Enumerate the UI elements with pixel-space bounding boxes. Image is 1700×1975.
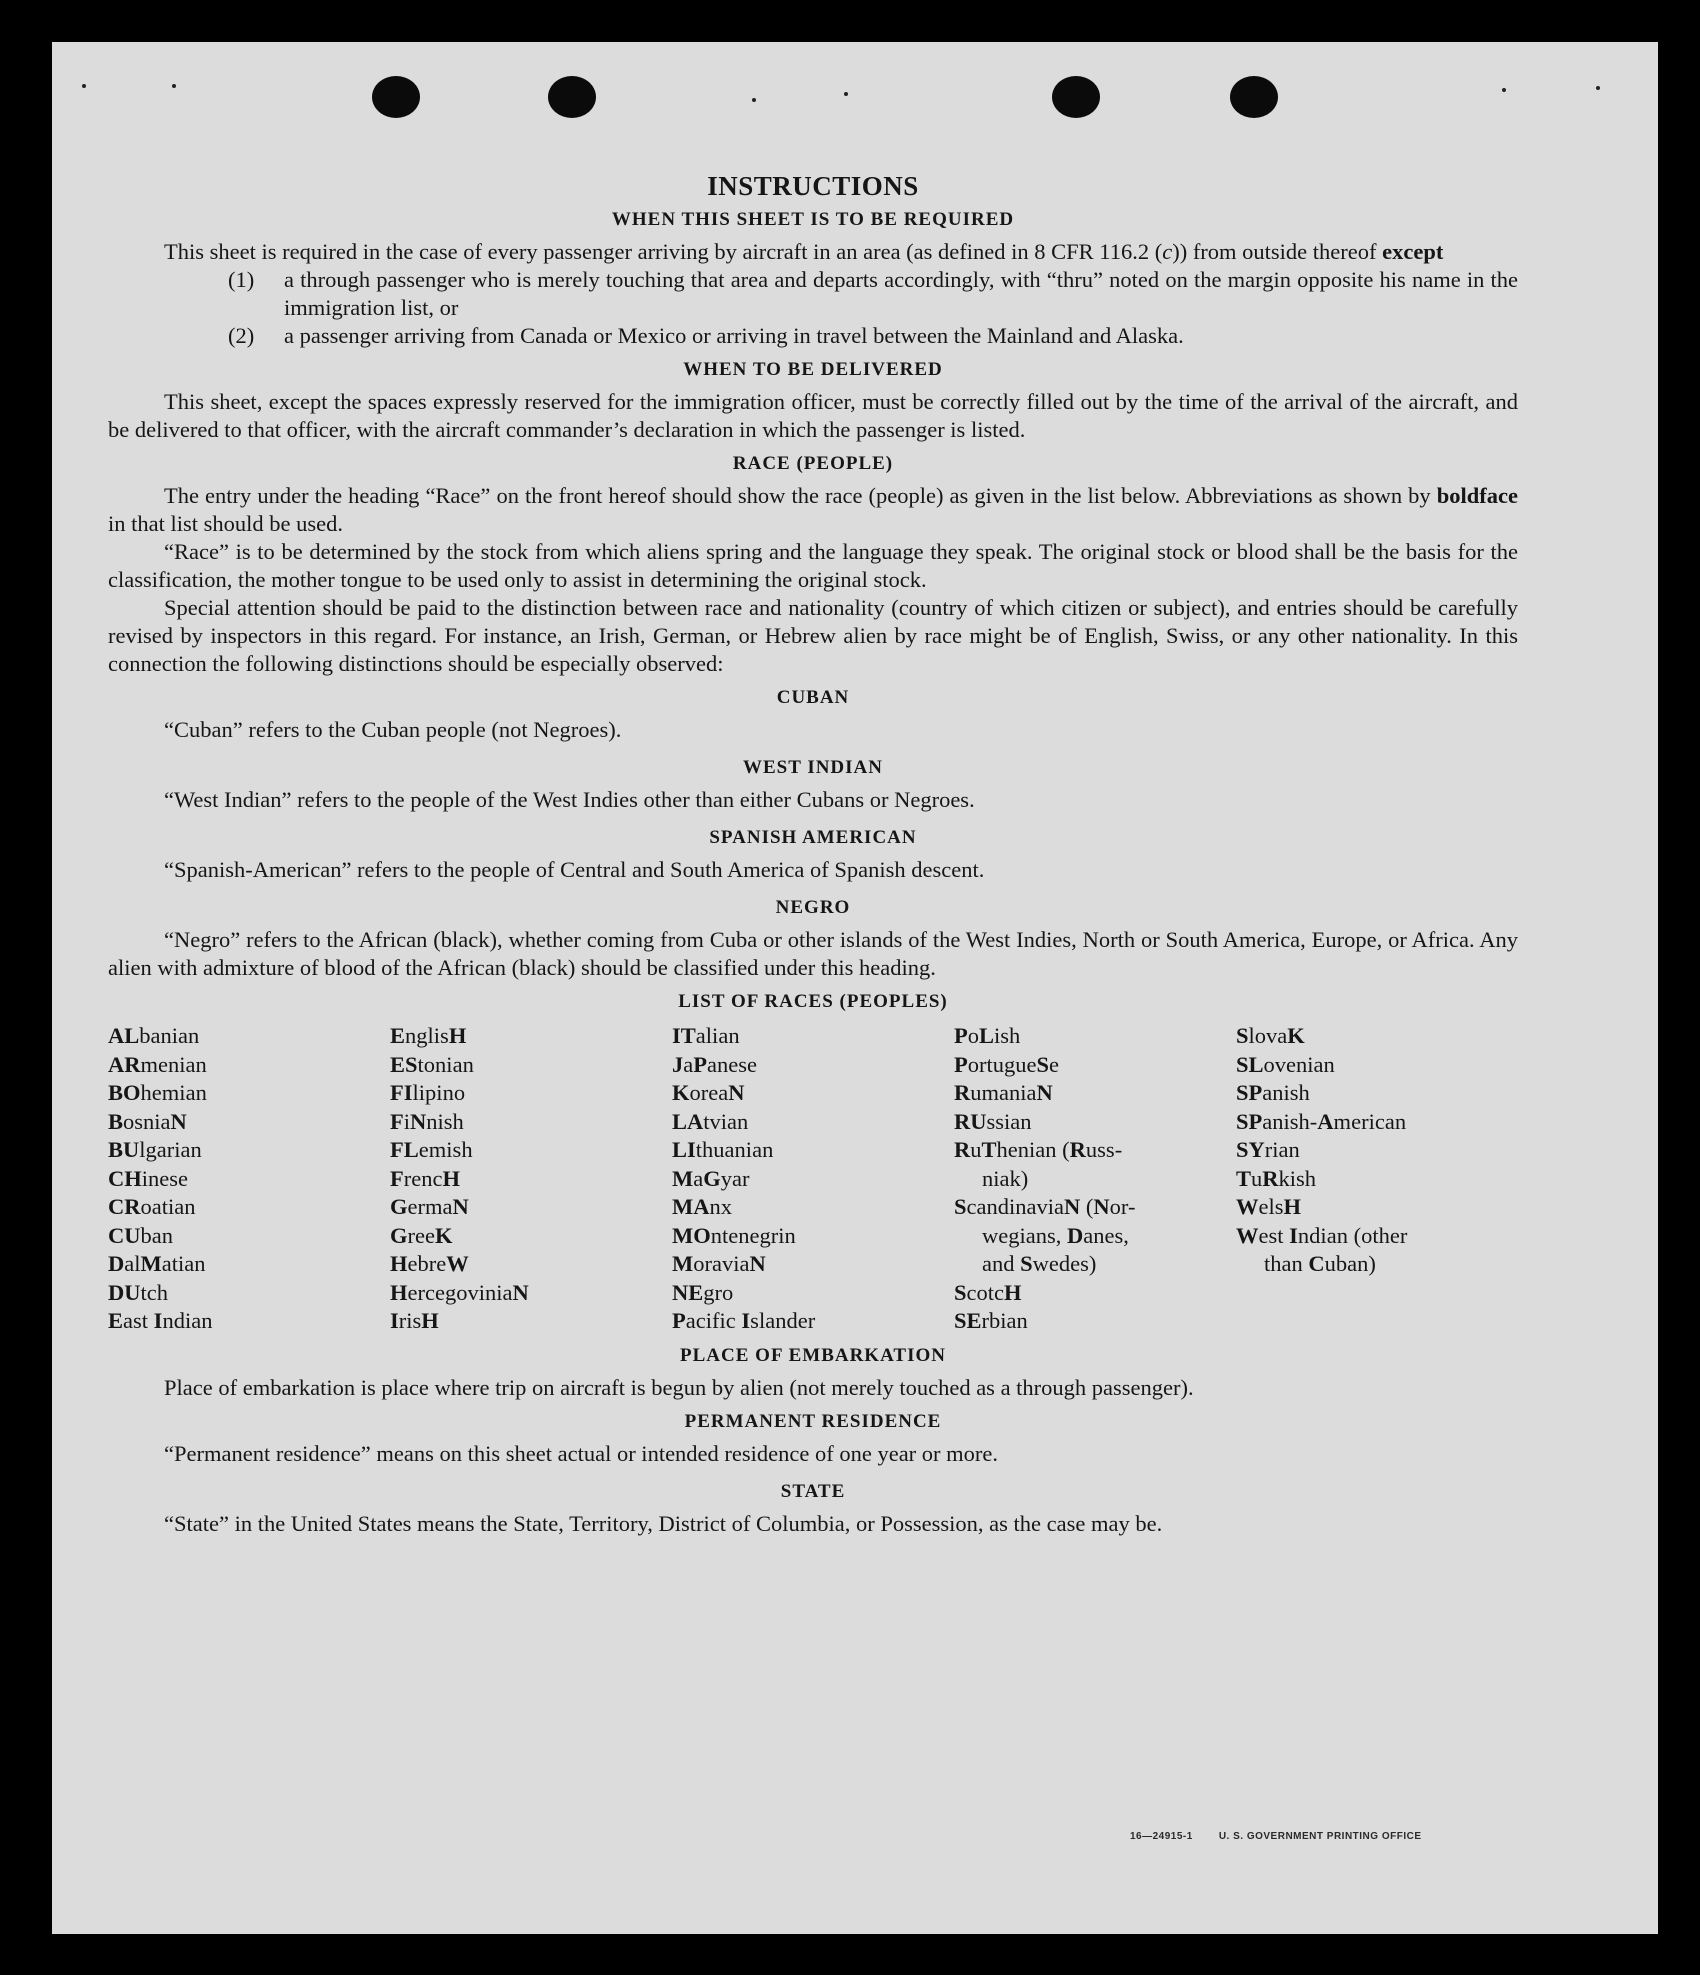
race-entry: ALbanian — [108, 1023, 200, 1048]
section-heading-cuban: CUBAN — [776, 687, 850, 708]
race-entry: HebreW — [390, 1251, 469, 1276]
race-entry: BosniaN — [108, 1108, 187, 1134]
race-entry: East Indian — [108, 1308, 213, 1333]
race-entry: MAnx — [672, 1194, 732, 1219]
race-entry: ScotcH — [954, 1279, 1022, 1305]
dust-speck — [1502, 88, 1506, 92]
section-heading-when-delivered: WHEN TO BE DELIVERED — [683, 359, 943, 380]
race-entry: FrencH — [390, 1165, 461, 1191]
race-entry: MoraviaN — [672, 1251, 766, 1276]
dust-speck — [1596, 86, 1600, 90]
punch-hole — [1230, 76, 1278, 118]
race-column — [954, 1022, 1236, 1336]
race-list — [108, 1022, 1518, 1336]
negro-text: “Negro” refers to the African (black), whether coming from Cuba or other islands of the West Indies, North or South America, Europe, or Africa. Any alien with admixture of blood of the African (black) should be classified under this heading. — [108, 927, 1518, 980]
spanish-american-text: “Spanish-American” refers to the people of Central and South America of Spanish descent. — [164, 857, 985, 882]
printer-name: U. S. GOVERNMENT PRINTING OFFICE — [1218, 1831, 1422, 1842]
race-entry: GermaN — [390, 1194, 469, 1219]
race-entry: MaGyar — [672, 1165, 750, 1191]
printer-imprint — [1130, 1831, 1448, 1842]
race-entry: SlovaK — [1236, 1023, 1305, 1048]
cuban-text: “Cuban” refers to the Cuban people (not Negroes). — [164, 717, 622, 742]
intro-text: This sheet is required in the case of every passenger arriving by aircraft in an area (as defined in 8 CFR 116.2 ( — [164, 239, 1163, 264]
race-entry: LAtvian — [672, 1108, 749, 1134]
race-entry: TuRkish — [1236, 1165, 1317, 1191]
form-number: 16—24915-1 — [1130, 1831, 1193, 1842]
when-required-intro — [108, 238, 1518, 266]
state-text: “State” in the United States means the State, Territory, District of Columbia, or Possession, as the case may be. — [164, 1510, 1163, 1536]
race-paragraph-3: Special attention should be paid to the distinction between race and nationality (country of which citizen or subject), and entries should be carefully revised by inspectors in this regard. For instance, an Irish, German, or Hebrew alien by race might be of English, Swiss, or any other nationality. In this connection the following distinctions should be especially observed: — [108, 595, 1518, 676]
when-delivered-text: This sheet, except the spaces expressly reserved for the immigration officer, must be correctly filled out by the time of the arrival of the aircraft, and be delivered to that officer, with the aircraft commander’s declaration in which the passenger is listed. — [108, 389, 1518, 442]
race-entry: WelsH — [1236, 1194, 1302, 1219]
race-entry: RuThenian (Russ- — [954, 1137, 1123, 1162]
race-paragraph-2: “Race” is to be determined by the stock from which aliens spring and the language they speak. The original stock or blood shall be the basis for the classification, the mother tongue to be used only to assist in determining the original stock. — [108, 539, 1518, 592]
race-entry: EnglisH — [390, 1023, 467, 1048]
race-entry: KoreaN — [672, 1080, 745, 1105]
section-heading-embarkation: PLACE OF EMBARKATION — [680, 1344, 946, 1366]
race-entry: JaPanese — [672, 1051, 758, 1077]
section-heading-state: STATE — [780, 1480, 846, 1502]
race-entry: SLovenian — [1236, 1051, 1335, 1077]
section-heading-west-indian: WEST INDIAN — [743, 757, 883, 778]
race-entry: HercegoviniaN — [390, 1279, 529, 1305]
exception-item — [108, 322, 1518, 350]
section-heading-race: RACE (PEOPLE) — [732, 453, 894, 474]
race-entry: DUtch — [108, 1279, 169, 1305]
race-entry-continued: than Cuban) — [1264, 1251, 1376, 1276]
race-entry: West Indian (other — [1236, 1222, 1408, 1248]
exception-text: a passenger arriving from Canada or Mexico or arriving in travel between the Mainland and Alaska. — [284, 323, 1184, 348]
form-sheet — [52, 42, 1658, 1934]
race-entry: BUlgarian — [108, 1137, 202, 1162]
intro-bold: except — [1382, 239, 1444, 264]
race-entry: FIlipino — [390, 1080, 466, 1105]
race-entry: RumaniaN — [954, 1080, 1053, 1105]
race-entry: RUssian — [954, 1108, 1032, 1134]
west-indian-text: “West Indian” refers to the people of the West Indies other than either Cubans or Negroes. — [164, 787, 975, 812]
exception-item — [108, 266, 1518, 322]
race-entry-continued: niak) — [982, 1165, 1029, 1191]
race-entry: SPanish — [1236, 1080, 1310, 1105]
race-entry: EStonian — [390, 1051, 474, 1077]
section-heading-when-required: WHEN THIS SHEET IS TO BE REQUIRED — [611, 209, 1015, 230]
race-entry: ScandinaviaN (Nor- — [954, 1194, 1136, 1219]
race-column — [108, 1022, 390, 1336]
race-entry: NEgro — [672, 1279, 734, 1305]
race-entry: SPanish-American — [1236, 1108, 1407, 1134]
punch-hole — [548, 76, 596, 118]
section-heading-permanent-residence: PERMANENT RESIDENCE — [684, 1410, 942, 1432]
race-entry: SYrian — [1236, 1137, 1300, 1162]
intro-italic: c — [1162, 239, 1173, 264]
exception-number: (2) — [228, 323, 255, 348]
intro-text-end: )) from outside thereof — [1172, 239, 1383, 264]
punch-hole — [1052, 76, 1100, 118]
race-entry: GreeK — [390, 1222, 453, 1248]
permanent-residence-text: “Permanent residence” means on this sheet actual or intended residence of one year or more. — [164, 1440, 999, 1466]
dust-speck — [82, 84, 86, 88]
dust-speck — [844, 92, 848, 96]
race-entry: BOhemian — [108, 1080, 207, 1105]
section-heading-negro: NEGRO — [775, 897, 851, 918]
exception-text: a through passenger who is merely touching that area and departs accordingly, with “thru” noted on the margin opposite his name in the immigration list, or — [284, 267, 1518, 320]
race-entry: IrisH — [390, 1308, 439, 1333]
race-entry: CRoatian — [108, 1194, 196, 1219]
embarkation-text: Place of embarkation is place where trip on aircraft is begun by alien (not merely touched as a through passenger). — [164, 1374, 1194, 1400]
race-entry: MOntenegrin — [672, 1222, 796, 1248]
dust-speck — [752, 98, 756, 102]
race-entry: PortugueSe — [954, 1051, 1060, 1077]
page-title: INSTRUCTIONS — [707, 171, 919, 201]
race-entry: DalMatian — [108, 1251, 206, 1276]
race-entry: Pacific Islander — [672, 1308, 816, 1333]
instructions-body — [108, 172, 1518, 1538]
race-entry: LIthuanian — [672, 1137, 774, 1162]
race-column — [390, 1022, 672, 1336]
race-column — [672, 1022, 954, 1336]
race-entry-continued: and Swedes) — [982, 1251, 1097, 1276]
punch-hole — [372, 76, 420, 118]
section-heading-list-of-races: LIST OF RACES (PEOPLES) — [678, 991, 948, 1012]
race-p1-text-end: in that list should be used. — [108, 511, 343, 536]
race-entry: ARmenian — [108, 1051, 207, 1077]
exception-number: (1) — [228, 267, 255, 292]
race-p1-text: The entry under the heading “Race” on the front hereof should show the race (people) as given in the list below. Abbreviations as shown by — [164, 483, 1437, 508]
race-entry: FiNnish — [390, 1108, 464, 1134]
section-heading-spanish-american: SPANISH AMERICAN — [709, 827, 917, 848]
race-entry: CHinese — [108, 1165, 189, 1191]
race-entry: PoLish — [954, 1023, 1021, 1048]
race-entry: SErbian — [954, 1308, 1028, 1333]
race-column — [1236, 1022, 1518, 1336]
dust-speck — [172, 84, 176, 88]
race-entry: FLemish — [390, 1137, 473, 1162]
race-entry: CUban — [108, 1222, 173, 1248]
race-p1-bold: boldface — [1436, 483, 1518, 508]
race-entry: ITalian — [672, 1023, 740, 1048]
race-paragraph-1 — [108, 482, 1518, 538]
race-entry-continued: wegians, Danes, — [982, 1222, 1129, 1248]
